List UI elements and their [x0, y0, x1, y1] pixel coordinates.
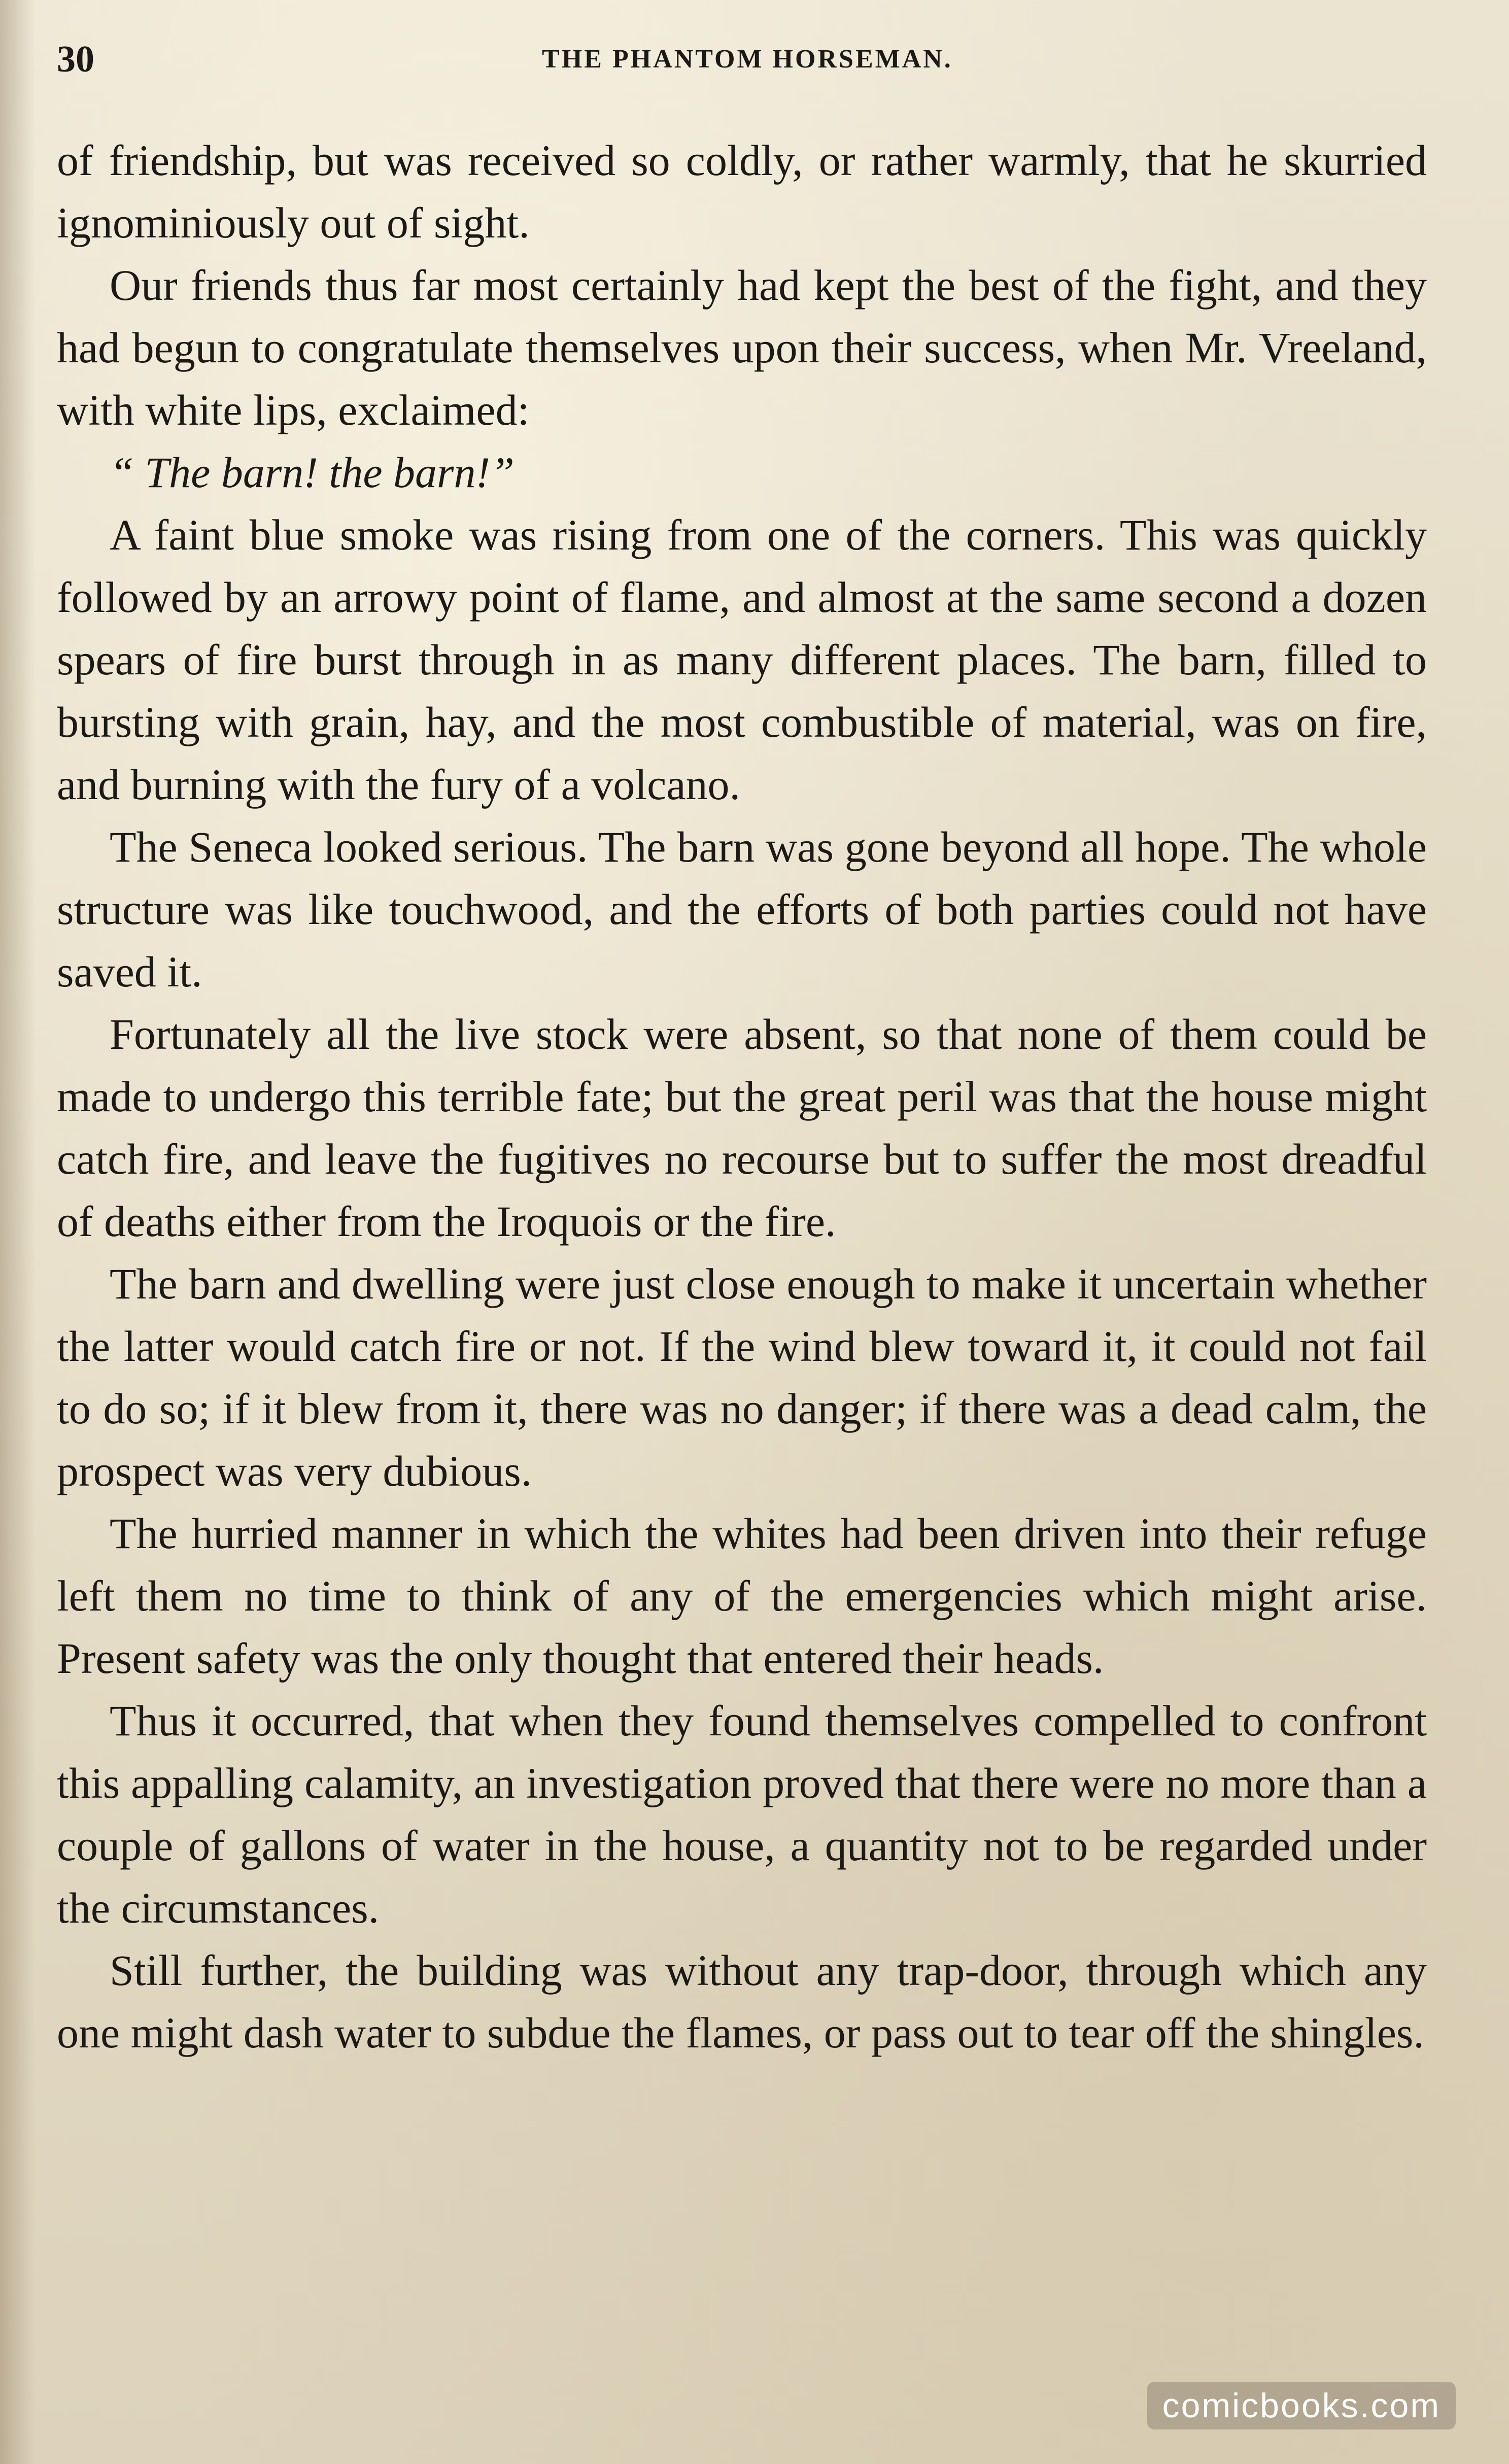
running-title: THE PHANTOM HORSEMAN.: [542, 45, 953, 74]
body-text: [57, 129, 1427, 2064]
paragraph-9: Thus it occurred, that when they found themselves compelled to confront this appalling calamity, an investigation proved that there were no more than a couple of gallons of water in the house, a quantity not to be regarded under the circumstances.: [57, 1696, 1427, 1932]
paragraph-5: The Seneca looked serious. The barn was gone beyond all hope. The whole structure was like touchwood, and the efforts of both parties could not have saved it.: [57, 823, 1427, 996]
paragraph-10: Still further, the building was without any trap-door, through which any one might dash water to subdue the flames, or pass out to tear off the shingles.: [57, 1946, 1427, 2057]
paragraph-quote: “ The barn! the barn!”: [110, 448, 515, 497]
paragraph-6: Fortunately all the live stock were absent, so that none of them could be made to undergo this terrible fate; but the great peril was that the house might catch fire, and leave the fugitives no recourse but to suffer the most dreadful of deaths either from the Iroquois or the fire.: [57, 1010, 1427, 1246]
running-head: [57, 31, 1438, 87]
paragraph-1: of friendship, but was received so coldly, or rather warmly, that he skurried ignominiously out of sight.: [57, 136, 1427, 247]
page-gutter-shadow: [0, 0, 36, 2464]
paragraph-7: The barn and dwelling were just close enough to make it uncertain whether the latter would catch fire or not. If the wind blew toward it, it could not fail to do so; if it blew from it, there was no danger; if there was a dead calm, the prospect was very dubious.: [57, 1259, 1427, 1495]
page-number: 30: [57, 39, 94, 80]
paragraph-4: A faint blue smoke was rising from one of the corners. This was quickly followed by an arrowy point of flame, and almost at the same second a dozen spears of fire burst through in as many different places. The barn, filled to bursting with grain, hay, and the most combustible of material, was on fire, and burning with the fury of a volcano.: [57, 510, 1427, 809]
paragraph-8: The hurried manner in which the whites had been driven into their refuge left them no time to think of any of the emergencies which might arise. Present safety was the only thought that entered their heads.: [57, 1509, 1427, 1683]
watermark: comicbooks.com: [1147, 2382, 1456, 2429]
paragraph-2: Our friends thus far most certainly had kept the best of the fight, and they had begun to congratulate themselves upon their success, when Mr. Vreeland, with white lips, exclaimed:: [57, 261, 1427, 434]
